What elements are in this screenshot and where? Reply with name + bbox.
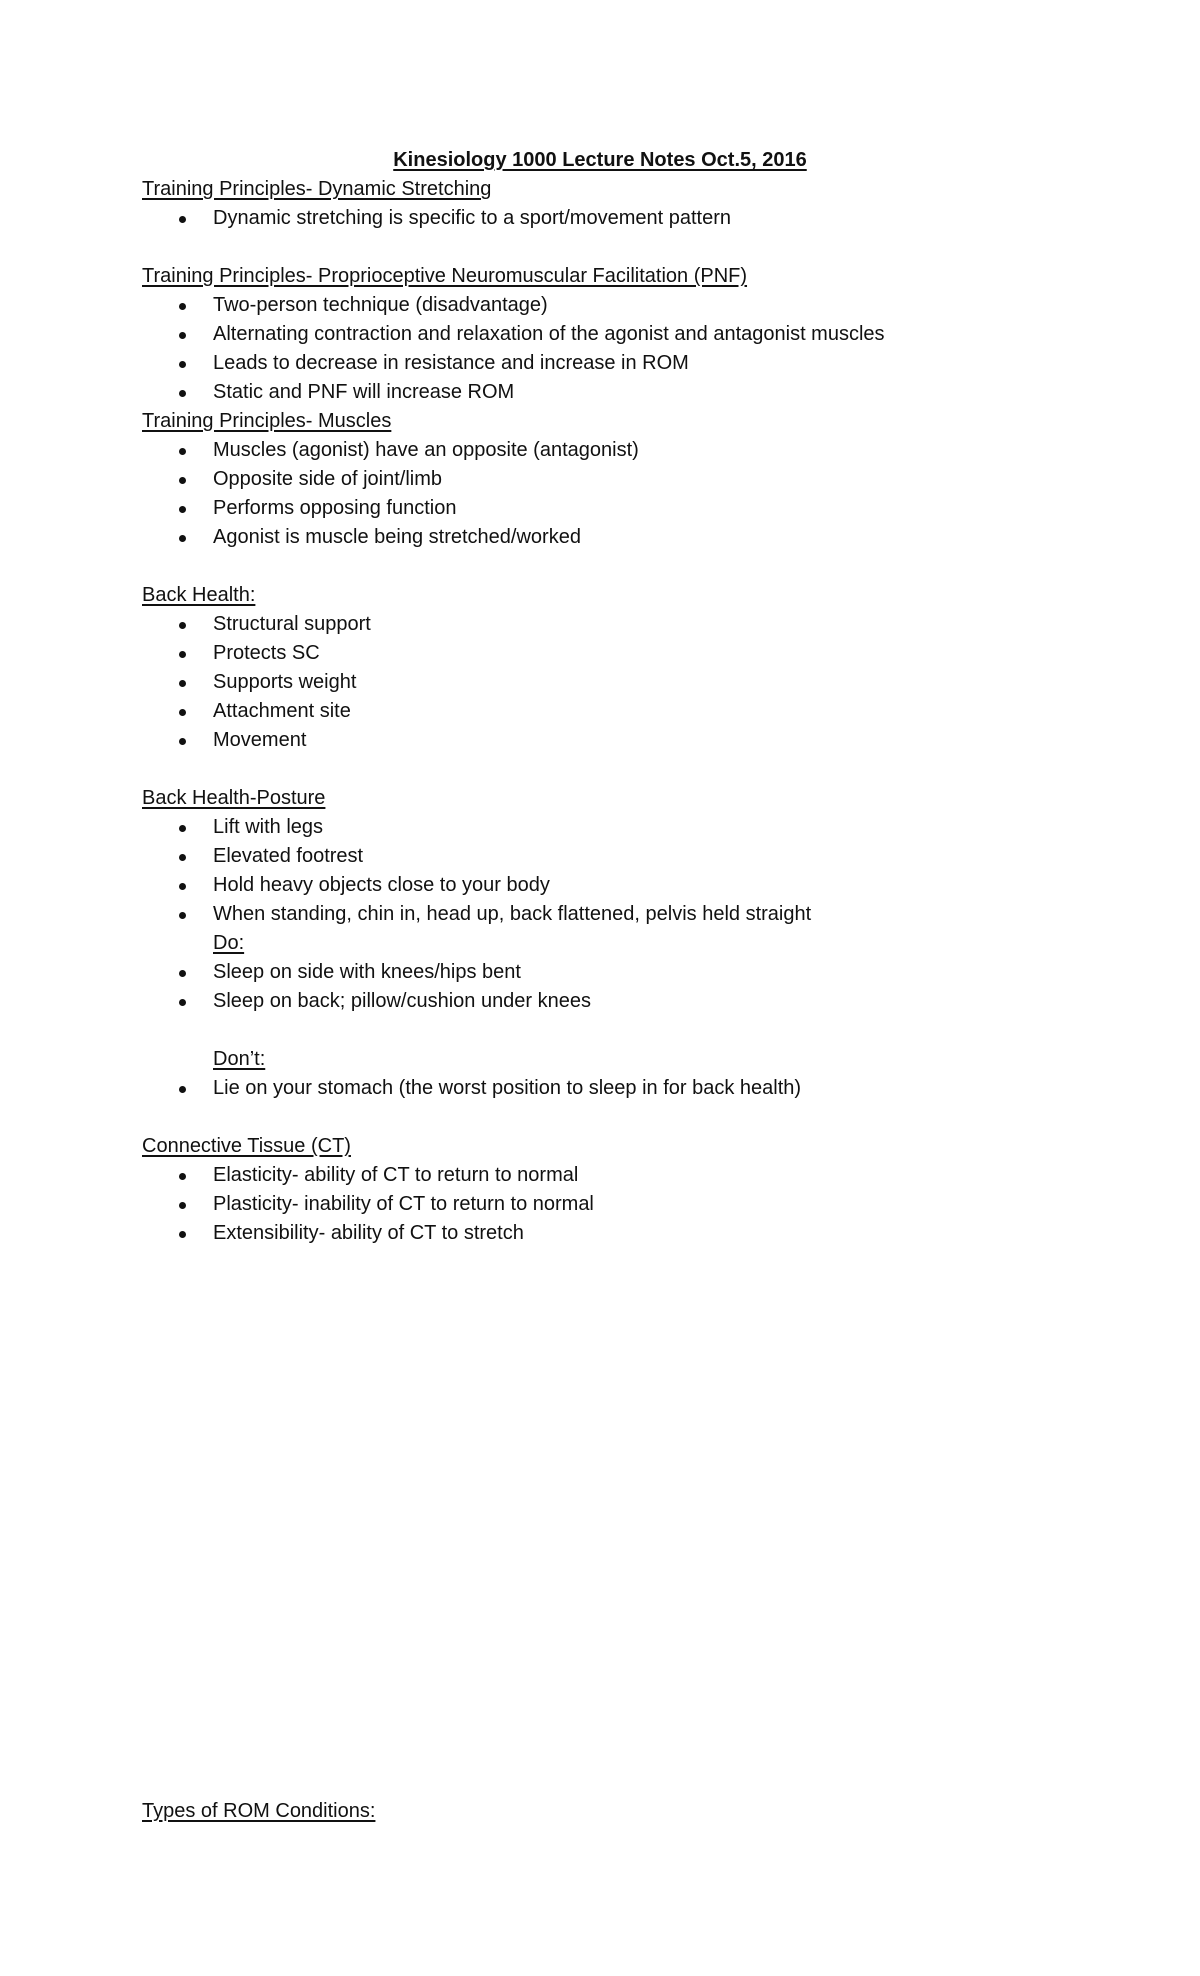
bullet-icon bbox=[179, 332, 186, 339]
list-item-text: Sleep on back; pillow/cushion under knees bbox=[213, 990, 592, 1012]
bullet-icon bbox=[179, 912, 186, 919]
blank-line bbox=[142, 233, 1102, 262]
connective-tissue-list bbox=[142, 1161, 1102, 1248]
list-item bbox=[142, 494, 1102, 523]
list-item bbox=[142, 900, 1102, 929]
list-item bbox=[142, 465, 1102, 494]
list-item bbox=[142, 639, 1102, 668]
list-item-text: Hold heavy objects close to your body bbox=[213, 874, 550, 896]
list-item-text: Structural support bbox=[213, 613, 371, 635]
list-item bbox=[142, 842, 1102, 871]
section-heading-dynamic-stretching: Training Principles- Dynamic Stretching bbox=[142, 178, 492, 200]
bullet-icon bbox=[179, 303, 186, 310]
bullet-icon bbox=[179, 477, 186, 484]
dont-label: Don’t: bbox=[213, 1048, 266, 1070]
document-title: Kinesiology 1000 Lecture Notes Oct.5, 2016 bbox=[393, 149, 807, 171]
do-list bbox=[142, 958, 1102, 1016]
blank-line bbox=[142, 552, 1102, 581]
bullet-icon bbox=[179, 970, 186, 977]
list-item bbox=[142, 726, 1102, 755]
list-item bbox=[142, 1074, 1102, 1103]
section-heading-muscles: Training Principles- Muscles bbox=[142, 410, 392, 432]
bullet-icon bbox=[179, 738, 186, 745]
list-item bbox=[142, 958, 1102, 987]
list-item-text: Plasticity- inability of CT to return to normal bbox=[213, 1193, 594, 1215]
list-item bbox=[142, 523, 1102, 552]
bullet-icon bbox=[179, 1231, 186, 1238]
bullet-icon bbox=[179, 680, 186, 687]
bullet-icon bbox=[179, 535, 186, 542]
list-item bbox=[142, 668, 1102, 697]
bullet-icon bbox=[179, 622, 186, 629]
list-item-text: Performs opposing function bbox=[213, 497, 457, 519]
bullet-icon bbox=[179, 854, 186, 861]
list-item-text: When standing, chin in, head up, back flattened, pelvis held straight bbox=[213, 903, 812, 925]
bullet-icon bbox=[179, 216, 186, 223]
blank-line bbox=[142, 1103, 1102, 1132]
list-item bbox=[142, 1190, 1102, 1219]
list-item-text: Agonist is muscle being stretched/worked bbox=[213, 526, 581, 548]
list-item bbox=[142, 378, 1102, 407]
bullet-icon bbox=[179, 1202, 186, 1209]
list-item-text: Static and PNF will increase ROM bbox=[213, 381, 515, 403]
bullet-icon bbox=[179, 709, 186, 716]
list-item bbox=[142, 813, 1102, 842]
list-item-text: Muscles (agonist) have an opposite (antagonist) bbox=[213, 439, 639, 461]
blank-line bbox=[142, 1016, 1102, 1045]
list-item-text: Protects SC bbox=[213, 642, 320, 664]
bullet-icon bbox=[179, 651, 186, 658]
bullet-icon bbox=[179, 1173, 186, 1180]
list-item bbox=[142, 320, 1102, 349]
section-heading-back-health: Back Health: bbox=[142, 584, 256, 606]
list-item-text: Elevated footrest bbox=[213, 845, 364, 867]
bullet-icon bbox=[179, 448, 186, 455]
list-item bbox=[142, 291, 1102, 320]
list-item bbox=[142, 987, 1102, 1016]
muscles-list bbox=[142, 436, 1102, 552]
list-item bbox=[142, 610, 1102, 639]
list-item-text: Attachment site bbox=[213, 700, 351, 722]
list-item-text: Two-person technique (disadvantage) bbox=[213, 294, 548, 316]
back-health-list bbox=[142, 610, 1102, 755]
bullet-icon bbox=[179, 506, 186, 513]
do-label: Do: bbox=[213, 932, 245, 954]
list-item bbox=[142, 1219, 1102, 1248]
list-item-text: Opposite side of joint/limb bbox=[213, 468, 443, 490]
bullet-icon bbox=[179, 825, 186, 832]
list-item-text: Supports weight bbox=[213, 671, 357, 693]
blank-line bbox=[142, 755, 1102, 784]
list-item-text: Extensibility- ability of CT to stretch bbox=[213, 1222, 524, 1244]
list-item bbox=[142, 436, 1102, 465]
rom-section bbox=[142, 1797, 1102, 1826]
bullet-icon bbox=[179, 390, 186, 397]
bullet-icon bbox=[179, 999, 186, 1006]
list-item-text: Movement bbox=[213, 729, 307, 751]
list-item-text: Leads to decrease in resistance and increase in ROM bbox=[213, 352, 689, 374]
posture-list bbox=[142, 813, 1102, 929]
list-item-text: Elasticity- ability of CT to return to normal bbox=[213, 1164, 579, 1186]
section-heading-connective-tissue: Connective Tissue (CT) bbox=[142, 1135, 351, 1157]
list-item-text: Lift with legs bbox=[213, 816, 324, 838]
pnf-list bbox=[142, 291, 1102, 407]
list-item-text: Dynamic stretching is specific to a sport/movement pattern bbox=[213, 207, 731, 229]
list-item-text: Sleep on side with knees/hips bent bbox=[213, 961, 521, 983]
list-item bbox=[142, 697, 1102, 726]
list-item-text: Lie on your stomach (the worst position to sleep in for back health) bbox=[213, 1077, 802, 1099]
bullet-icon bbox=[179, 883, 186, 890]
list-item bbox=[142, 1161, 1102, 1190]
bullet-icon bbox=[179, 1086, 186, 1093]
dont-list bbox=[142, 1074, 1102, 1103]
section-heading-posture: Back Health-Posture bbox=[142, 787, 326, 809]
list-item-text: Alternating contraction and relaxation of the agonist and antagonist muscles bbox=[213, 323, 885, 345]
notes-body bbox=[142, 175, 1102, 1248]
list-item bbox=[142, 204, 1102, 233]
list-item bbox=[142, 349, 1102, 378]
dynamic-stretching-list bbox=[142, 204, 1102, 233]
section-heading-pnf: Training Principles- Proprioceptive Neuromuscular Facilitation (PNF) bbox=[142, 265, 748, 287]
section-heading-rom-conditions: Types of ROM Conditions: bbox=[142, 1800, 376, 1822]
list-item bbox=[142, 871, 1102, 900]
bullet-icon bbox=[179, 361, 186, 368]
